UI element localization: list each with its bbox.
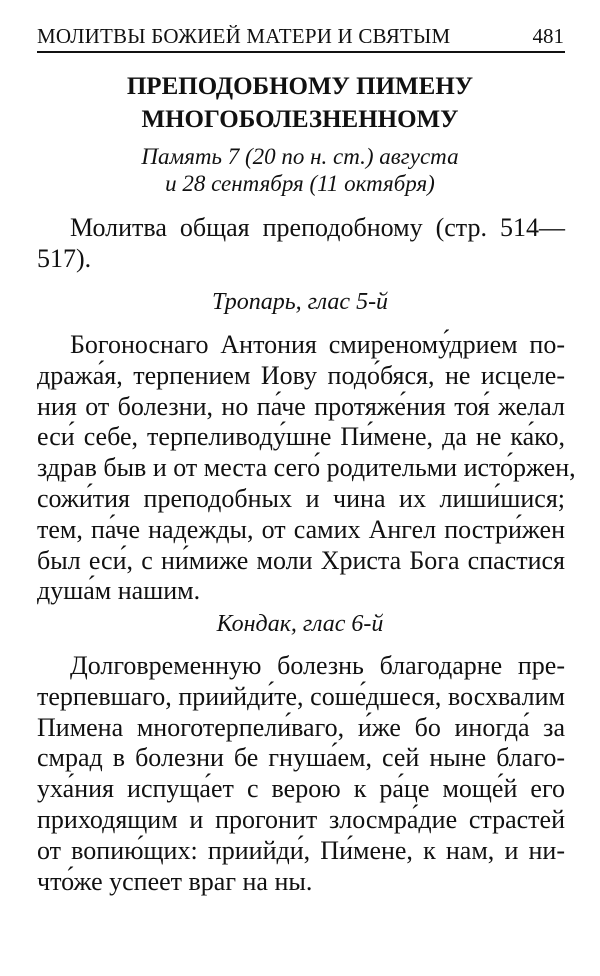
- text-line: приходящим и прогонит злосмра́дие страстей: [37, 804, 565, 834]
- commemoration-line-1: Память 7 (20 по н. ст.) августа: [141, 144, 459, 169]
- text-line: сожи́тия преподобных и чина их лиши́шися;: [37, 483, 565, 513]
- text-line: душа́м нашим.: [37, 576, 201, 606]
- general-prayer-reference: [37, 213, 565, 275]
- text-line: Богоноснаго Антония смиреному́дрием по-: [70, 330, 565, 359]
- page-number: 481: [532, 24, 564, 48]
- text-line: дража́я, терпением Иову подо́бяся, не исцеле-: [37, 360, 565, 390]
- troparion-text: [37, 330, 576, 607]
- text-line: терпевшаго, приийди́те, соше́дшеся, восхвалим: [37, 681, 565, 711]
- commemoration-line-2: и 28 сентября (11 октября): [165, 171, 435, 196]
- kontakion-text: [37, 651, 565, 897]
- text-line: 517).: [37, 243, 92, 273]
- text-line: от вопию́щих: приийди́, Пи́мене, к нам, и ни-: [37, 835, 565, 865]
- text-line: ния от болезни, но па́че протяже́ния тоя́ желал: [37, 391, 565, 421]
- text-line: еси́ себе, терпеливоду́шне Пи́мене, да не ка́ко,: [37, 422, 565, 452]
- page-title: [0, 70, 600, 136]
- text-line: Пимена многотерпели́ваго, и́же бо иногда́ за: [37, 712, 565, 742]
- troparion-heading: Тропарь, глас 5-й: [211, 289, 389, 315]
- text-line: уха́ния испуща́ет с верою к ра́це моще́й его: [37, 774, 565, 804]
- text-line: был еси́, с ни́миже моли Христа Бога спастися: [37, 545, 565, 575]
- text-line: смрад в болезни бе гнуша́ем, сей ныне благо-: [37, 743, 565, 773]
- running-head-title: МОЛИТВЫ БОЖИЕЙ МАТЕРИ И СВЯТЫМ: [37, 24, 451, 48]
- text-line: Долговременную болезнь благодарне пре-: [70, 651, 565, 680]
- text-line: здрав быв и от места сего́ родительми исто́ржен,: [37, 453, 576, 483]
- commemoration-dates: [0, 143, 600, 197]
- running-head: [37, 23, 565, 53]
- kontakion-heading: Кондак, глас 6-й: [216, 611, 384, 637]
- text-line: тем, па́че надежды, от самих Ангел постри́жен: [37, 514, 565, 544]
- text-line: что́же успеет враг на ны.: [37, 866, 313, 896]
- text-line: Молитва общая преподобному (стр. 514—: [70, 213, 565, 242]
- page-title-line-1: ПРЕПОДОБНОМУ ПИМЕНУ: [126, 73, 474, 100]
- page-title-line-2: МНОГОБОЛЕЗНЕННОМУ: [141, 106, 459, 133]
